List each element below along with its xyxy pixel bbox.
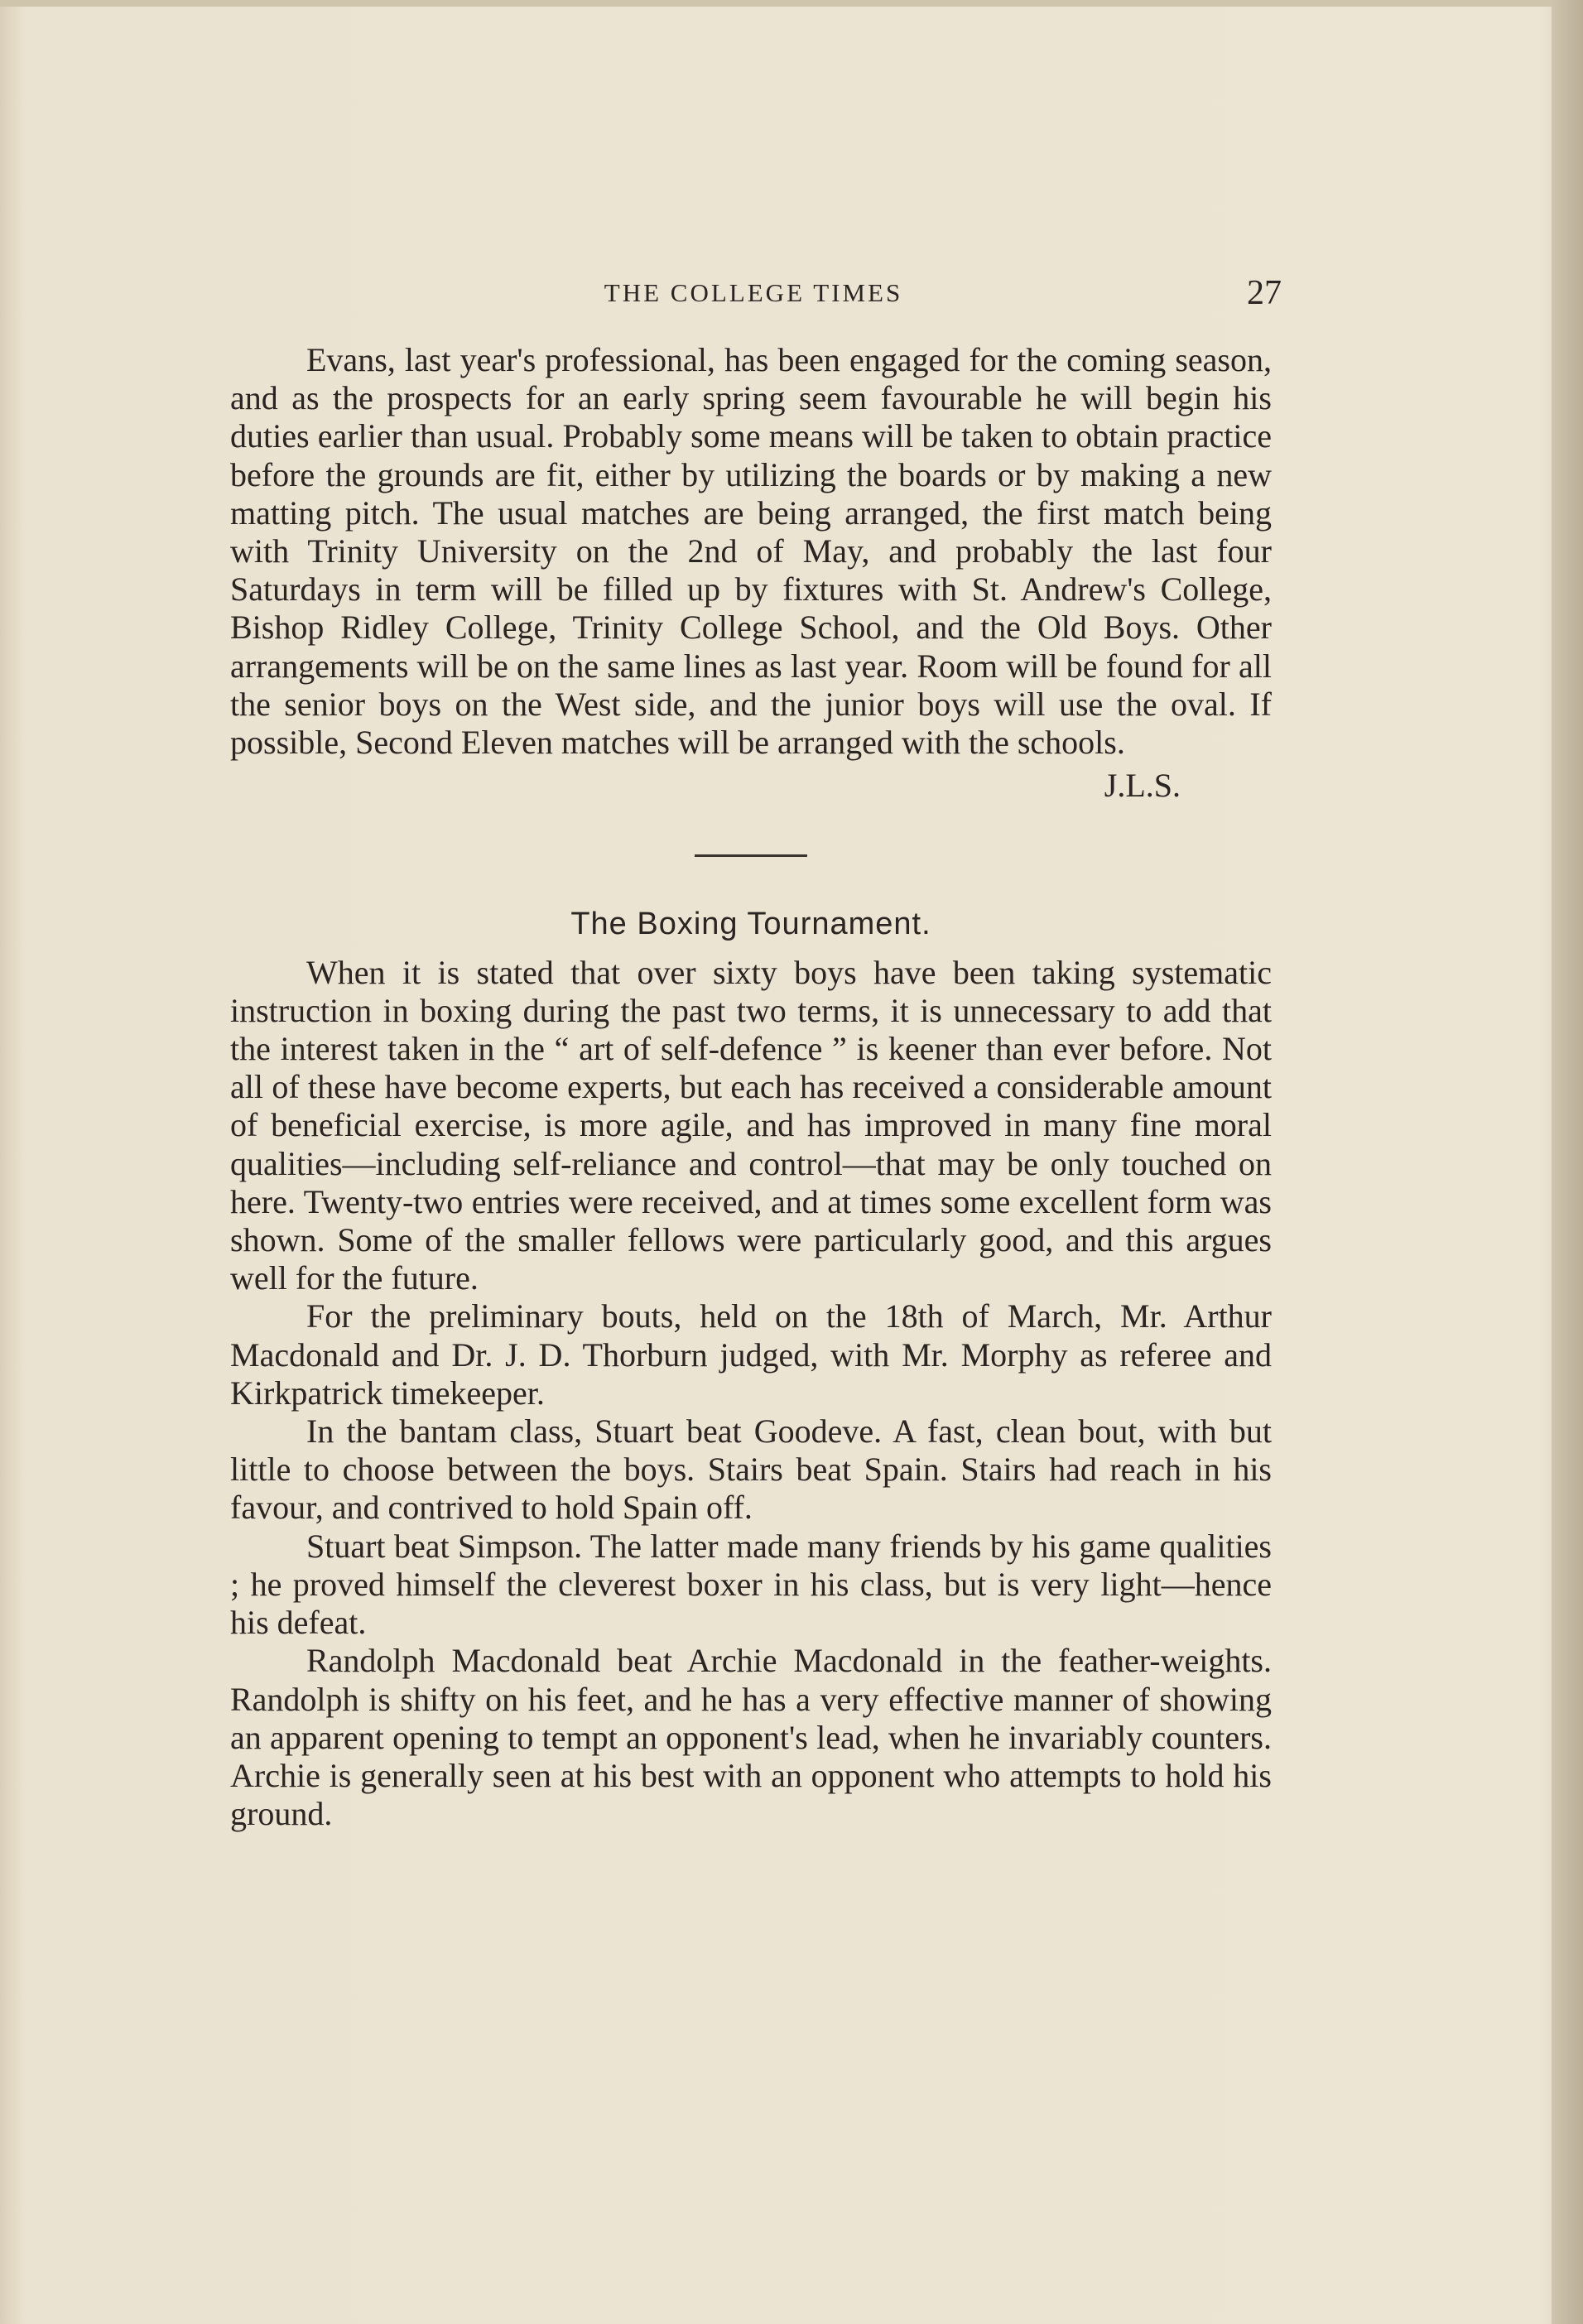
section-divider xyxy=(695,854,807,857)
page-top-edge xyxy=(0,0,1583,7)
boxing-paragraph-4: Stuart beat Simpson. The latter made many friends by his game qualities ; he proved himself the cleverest boxer in his class, but is very light—hence his defeat. xyxy=(230,1527,1272,1642)
boxing-paragraph-5: Randolph Macdonald beat Archie Macdonald in the feather-weights. Randolph is shifty on his feet, and he has a very effective manner of showing an apparent opening to tempt an opponent's lead, when he invariably counters. Archie is generally seen at his best with an opponent who attempts to hold his ground. xyxy=(230,1642,1272,1833)
cricket-paragraph: Evans, last year's professional, has been engaged for the coming season, and as the prospects for an early spring seem favourable he will begin his duties earlier than usual. Probably some means will be taken to obtain practice before the grounds are fit, either by utilizing the boards or by making a new matting pitch. The usual matches are being arranged, the first match being with Trinity University on the 2nd of May, and probably the last four Saturdays in term will be filled up by fixtures with St. Andrew's College, Bishop Ridley College, Trinity College School, and the Old Boys. Other arrangements will be on the same lines as last year. Room will be found for all the senior boys on the West side, and the junior boys will use the oval. If possible, Second Eleven matches will be arranged with the schools. xyxy=(230,341,1272,762)
author-signature: J.L.S. xyxy=(1104,767,1181,805)
page-header xyxy=(232,273,1282,323)
text-column xyxy=(230,341,1272,1833)
section-title: The Boxing Tournament. xyxy=(570,907,931,942)
running-title: THE COLLEGE TIMES xyxy=(604,278,903,307)
boxing-paragraph-2: For the preliminary bouts, held on the 18th of March, Mr. Arthur Macdonald and Dr. J. D. Thorburn judged, with Mr. Morphy as referee and Kirkpatrick timekeeper. xyxy=(230,1297,1272,1412)
boxing-paragraph-1: When it is stated that over sixty boys have been taking systematic instruction in boxing during the past two terms, it is unnecessary to add that the interest taken in the “ art of self-defence ” is keener than ever before. Not all of these have become experts, but each has received a considerable amount of beneficial exercise, is more agile, and has improved in many fine moral qualities—including self-reliance and control—that may be only touched on here. Twenty-two entries were received, and at times some excellent form was shown. Some of the smaller fellows were particularly good, and this argues well for the future. xyxy=(230,953,1272,1297)
binding-gutter xyxy=(1552,0,1583,2324)
boxing-paragraph-3: In the bantam class, Stuart beat Goodeve. A fast, clean bout, with but little to choose between the boys. Stairs beat Spain. Stairs had reach in his favour, and contrived to hold Spain off. xyxy=(230,1412,1272,1527)
page-number: 27 xyxy=(1247,274,1282,312)
